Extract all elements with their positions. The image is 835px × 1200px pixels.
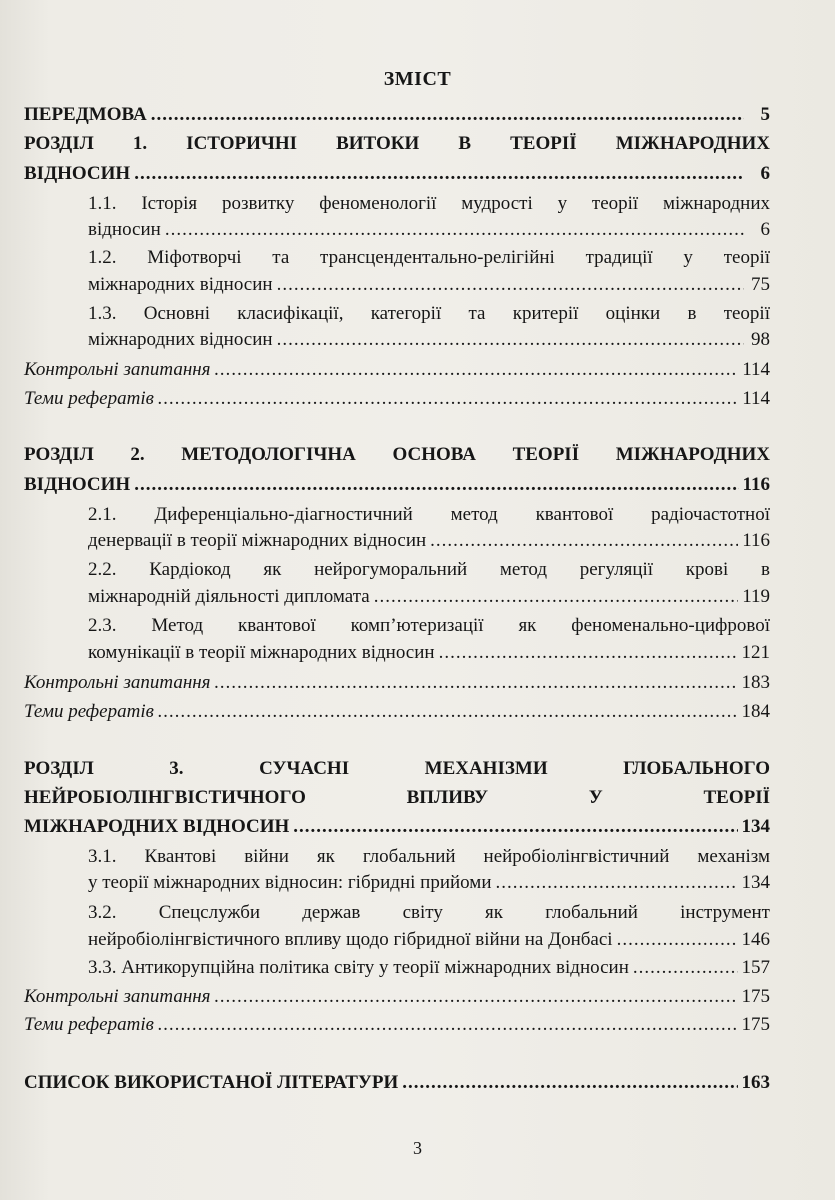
leader-dots	[402, 1071, 737, 1095]
subsection-row	[88, 956, 770, 980]
entry-label: Контрольні запитання	[24, 672, 211, 693]
entry-page: 6	[760, 163, 770, 184]
entry-label: СПИСОК ВИКОРИСТАНОЇ ЛІТЕРАТУРИ	[24, 1072, 399, 1093]
subsection-text: 1.2. Міфотворчі та трансцендентально-релігійні традиції у теорії	[88, 247, 770, 268]
entry-page: 119	[742, 586, 770, 607]
entry-label: Теми рефератів	[24, 701, 154, 722]
subsection-row	[88, 928, 770, 952]
entry-label: Контрольні запитання	[24, 359, 211, 380]
entry-label: 3.3. Антикорупційна політика світу у теорії міжнародних відносин	[88, 957, 629, 978]
toc-title: ЗМІСТ	[383, 68, 452, 90]
subsection-row	[88, 218, 770, 242]
entry-label: міжнародній діяльності дипломата	[88, 586, 370, 607]
entry-page: 134	[741, 872, 770, 893]
entry-label: ВІДНОСИН	[24, 474, 131, 495]
questions-row	[24, 358, 770, 382]
leader-dots	[277, 328, 744, 352]
entry-page: 183	[741, 672, 770, 693]
subsection-row	[88, 641, 770, 665]
entry-label: Контрольні запитання	[24, 986, 211, 1007]
subsection-text: 3.2. Спецслужби держав світу як глобальний інструмент	[88, 902, 770, 923]
leader-dots	[496, 871, 738, 895]
subsection-text: 1.1. Історія розвитку феноменології мудрості у теорії міжнародних	[88, 193, 770, 214]
subsection-text: 3.1. Квантові війни як глобальний нейробіолінгвістичний механізм	[88, 846, 770, 867]
section-heading-row	[24, 162, 770, 186]
section-heading-row	[24, 473, 770, 497]
subsection-text: 2.2. Кардіокод як нейрогуморальний метод регуляції крові в	[88, 559, 770, 580]
leader-dots	[134, 473, 738, 497]
entry-label: денервації в теорії міжнародних відносин	[88, 530, 427, 551]
leader-dots	[293, 815, 737, 839]
section-heading-row	[24, 815, 770, 839]
entry-page: 98	[751, 329, 770, 350]
toc-entry-bibliography	[24, 1071, 770, 1095]
essays-row	[24, 1013, 770, 1037]
entry-label: міжнародних відносин	[88, 329, 273, 350]
section-heading: РОЗДІЛ 2. МЕТОДОЛОГІЧНА ОСНОВА ТЕОРІЇ МІЖНАРОДНИХ	[24, 444, 770, 465]
entry-label: МІЖНАРОДНИХ ВІДНОСИН	[24, 816, 290, 837]
entry-page: 5	[760, 104, 770, 125]
entry-label: комунікації в теорії міжнародних відносин	[88, 642, 435, 663]
subsection-text: 2.1. Диференціально-діагностичний метод квантової радіочастотної	[88, 504, 770, 525]
entry-page: 116	[742, 474, 770, 495]
subsection-row	[88, 328, 770, 352]
leader-dots	[215, 358, 739, 382]
leader-dots	[158, 700, 738, 724]
entry-label: у теорії міжнародних відносин: гібридні прийоми	[88, 872, 492, 893]
leader-dots	[277, 273, 744, 297]
entry-label: Теми рефератів	[24, 388, 154, 409]
page-number: 3	[413, 1138, 422, 1158]
entry-page: 157	[741, 957, 770, 978]
leader-dots	[165, 218, 744, 242]
subsection-row	[88, 529, 770, 553]
entry-label: міжнародних відносин	[88, 274, 273, 295]
questions-row	[24, 671, 770, 695]
leader-dots	[617, 928, 738, 952]
leader-dots	[215, 671, 738, 695]
entry-page: 175	[741, 1014, 770, 1035]
section-heading: РОЗДІЛ 3. СУЧАСНІ МЕХАНІЗМИ ГЛОБАЛЬНОГО	[24, 758, 770, 779]
questions-row	[24, 985, 770, 1009]
entry-page: 175	[741, 986, 770, 1007]
essays-row	[24, 387, 770, 411]
entry-page: 116	[742, 530, 770, 551]
entry-label: ПЕРЕДМОВА	[24, 104, 147, 125]
leader-dots	[134, 162, 744, 186]
entry-page: 163	[741, 1072, 770, 1093]
entry-page: 146	[741, 929, 770, 950]
leader-dots	[633, 956, 738, 980]
leader-dots	[215, 985, 738, 1009]
entry-label: відносин	[88, 219, 161, 240]
leader-dots	[151, 103, 744, 127]
entry-page: 75	[751, 274, 770, 295]
entry-label: нейробіолінгвістичного впливу щодо гібридної війни на Донбасі	[88, 929, 613, 950]
entry-page: 114	[742, 359, 770, 380]
section-heading: РОЗДІЛ 1. ІСТОРИЧНІ ВИТОКИ В ТЕОРІЇ МІЖНАРОДНИХ	[24, 133, 770, 154]
entry-label: ВІДНОСИН	[24, 163, 131, 184]
leader-dots	[158, 387, 738, 411]
subsection-row	[88, 273, 770, 297]
toc-entry-intro	[24, 103, 770, 127]
essays-row	[24, 700, 770, 724]
subsection-row	[88, 871, 770, 895]
entry-page: 121	[741, 642, 770, 663]
section-heading: НЕЙРОБІОЛІНГВІСТИЧНОГО ВПЛИВУ У ТЕОРІЇ	[24, 787, 770, 808]
entry-label: Теми рефератів	[24, 1014, 154, 1035]
subsection-text: 2.3. Метод квантової комп’ютеризації як феноменально-цифрової	[88, 615, 770, 636]
leader-dots	[374, 585, 739, 609]
entry-page: 114	[742, 388, 770, 409]
entry-page: 6	[760, 219, 770, 240]
subsection-text: 1.3. Основні класифікації, категорії та критерії оцінки в теорії	[88, 303, 770, 324]
subsection-row	[88, 585, 770, 609]
entry-page: 184	[741, 701, 770, 722]
leader-dots	[430, 529, 738, 553]
leader-dots	[439, 641, 738, 665]
entry-page: 134	[741, 816, 770, 837]
leader-dots	[158, 1013, 738, 1037]
